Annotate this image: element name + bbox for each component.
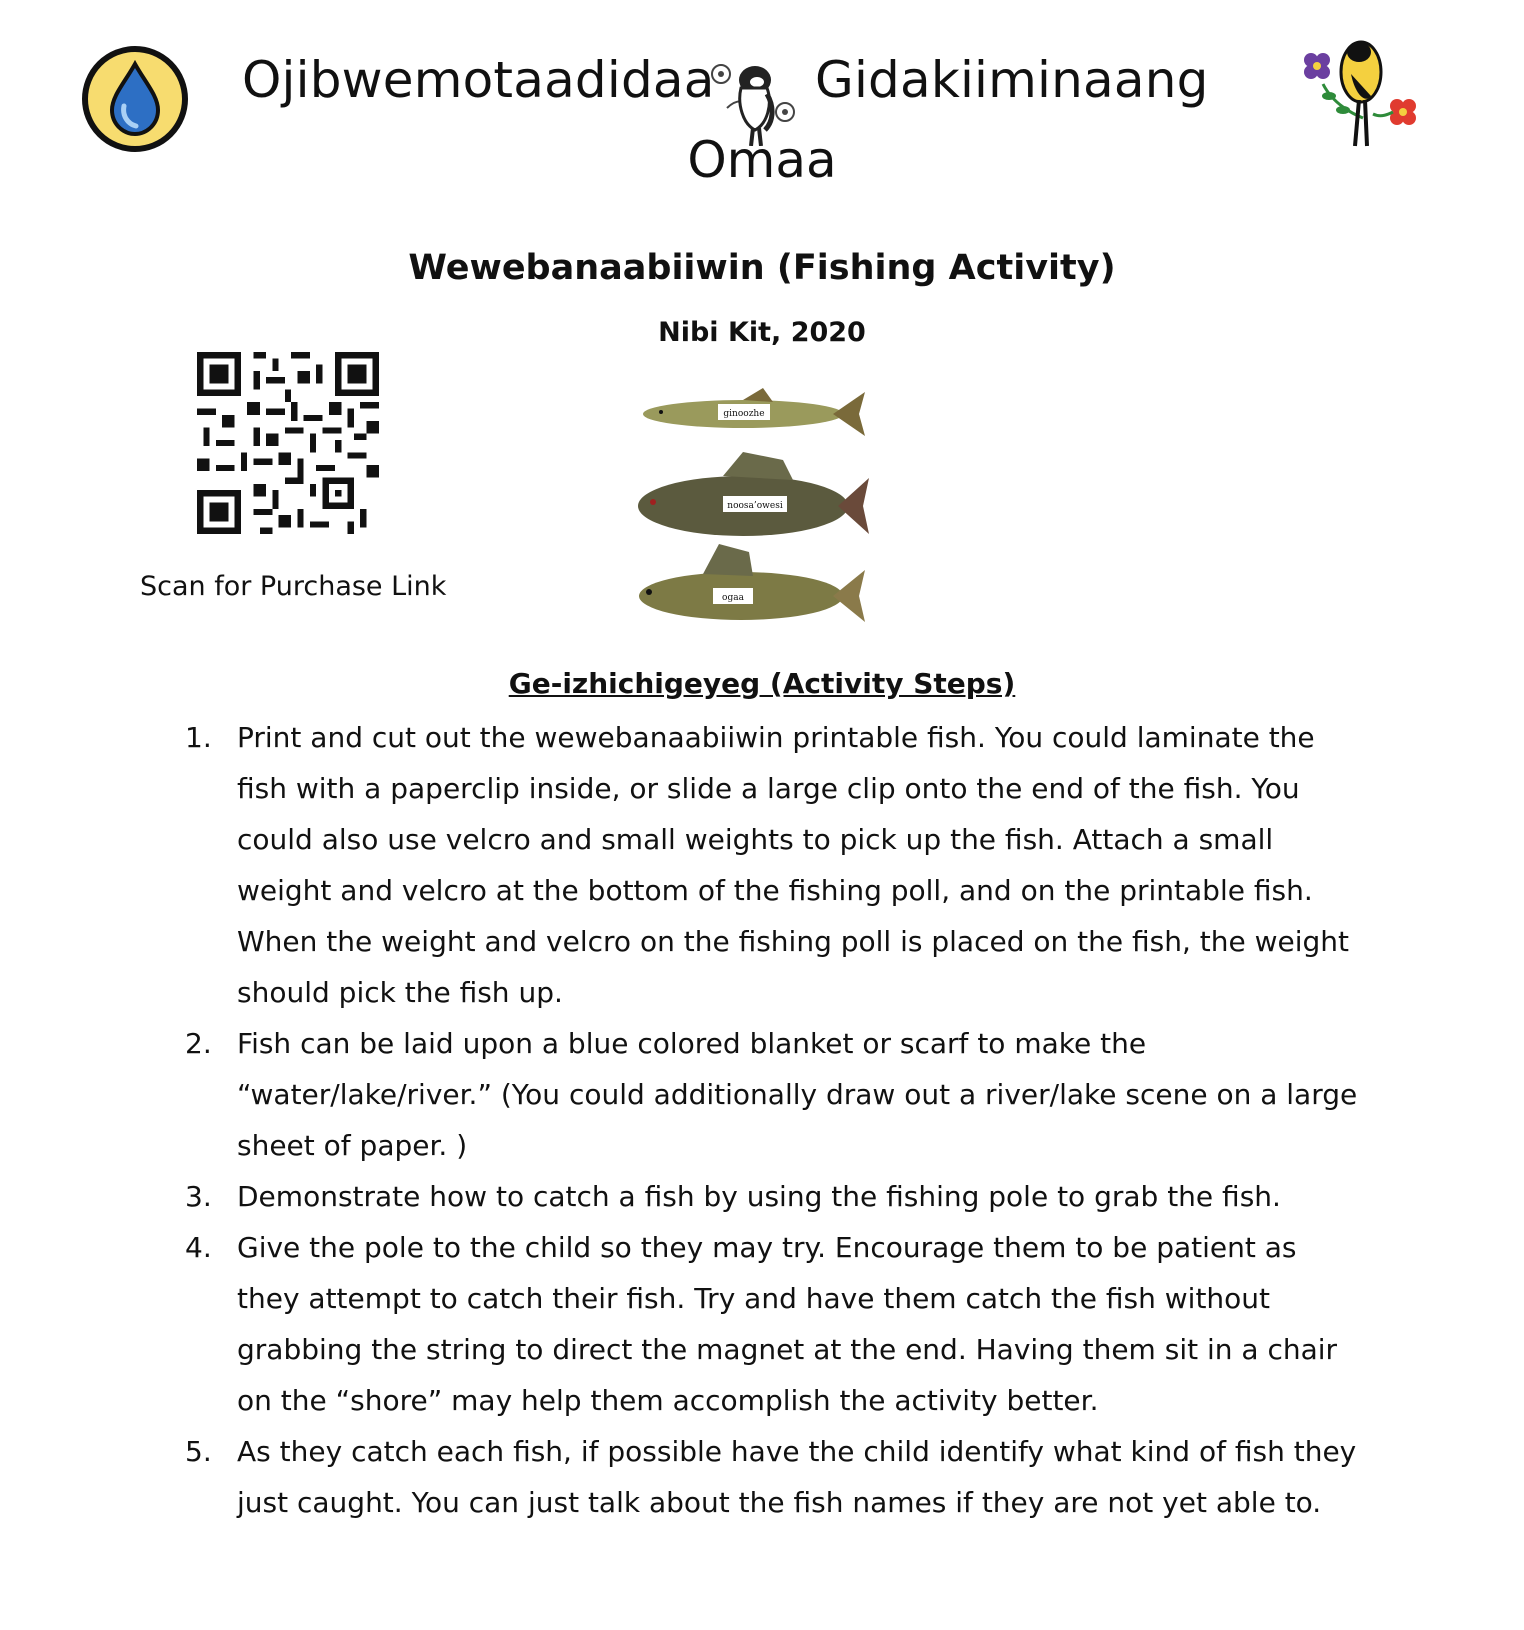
list-item	[185, 1018, 1365, 1171]
svg-text:ogaa: ogaa	[722, 593, 744, 603]
header-title-right: Gidakiiminaang	[815, 51, 1209, 109]
pike-fish-icon	[643, 388, 865, 436]
steps-heading: Ge-izhichigeyeg (Activity Steps)	[508, 667, 1016, 700]
list-item	[185, 712, 1365, 1018]
header-title-left: Ojibwemotaadidaa	[242, 51, 715, 109]
step-number: 4.	[185, 1231, 212, 1264]
walleye-fish-icon	[639, 544, 865, 622]
list-item	[185, 1171, 1365, 1222]
goldfinch-flower-logo-icon	[1293, 34, 1423, 154]
fish-illustrations	[633, 384, 873, 644]
step-text: As they catch each fish, if possible have the child identify what kind of fish they just caught. You can just talk about the fish names if they are not yet able to.	[237, 1435, 1357, 1519]
step-text: Give the pole to the child so they may try. Encourage them to be patient as they attempt to catch their fish. Try and have them catch the fish without grabbing the string to direct the magnet at the end. Having them sit in a chair on the “shore” may help them accomplish the activity better.	[237, 1231, 1338, 1417]
bass-fish-icon	[638, 452, 869, 536]
header-title-line2: Omaa	[687, 131, 837, 189]
svg-text:noosa’owesi: noosa’owesi	[727, 501, 783, 511]
list-item	[185, 1426, 1365, 1528]
step-text: Fish can be laid upon a blue colored blanket or scarf to make the “water/lake/river.” (You could additionally draw out a river/lake scene on a large sheet of paper. )	[237, 1027, 1358, 1162]
qr-caption: Scan for Purchase Link	[140, 571, 447, 602]
kit-label: Nibi Kit, 2020	[658, 317, 866, 348]
step-text: Print and cut out the wewebanaabiiwin printable fish. You could laminate the fish with a paperclip inside, or slide a large clip onto the end of the fish. You could also use velcro and small weights to pick up the fish. Attach a small weight and velcro at the bottom of the fishing poll, and on the printable fish. When the weight and velcro on the fishing poll is placed on the fish, the weight should pick the fish up.	[237, 721, 1350, 1009]
activity-steps-list	[185, 712, 1365, 1528]
activity-title: Wewebanaabiiwin (Fishing Activity)	[408, 248, 1116, 288]
step-number: 1.	[185, 721, 212, 754]
svg-text:ginoozhe: ginoozhe	[723, 409, 765, 419]
step-number: 3.	[185, 1180, 212, 1213]
list-item	[185, 1222, 1365, 1426]
step-number: 5.	[185, 1435, 212, 1468]
qr-code[interactable]	[197, 352, 379, 534]
step-text: Demonstrate how to catch a fish by using the fishing pole to grab the fish.	[237, 1180, 1281, 1213]
step-number: 2.	[185, 1027, 212, 1060]
